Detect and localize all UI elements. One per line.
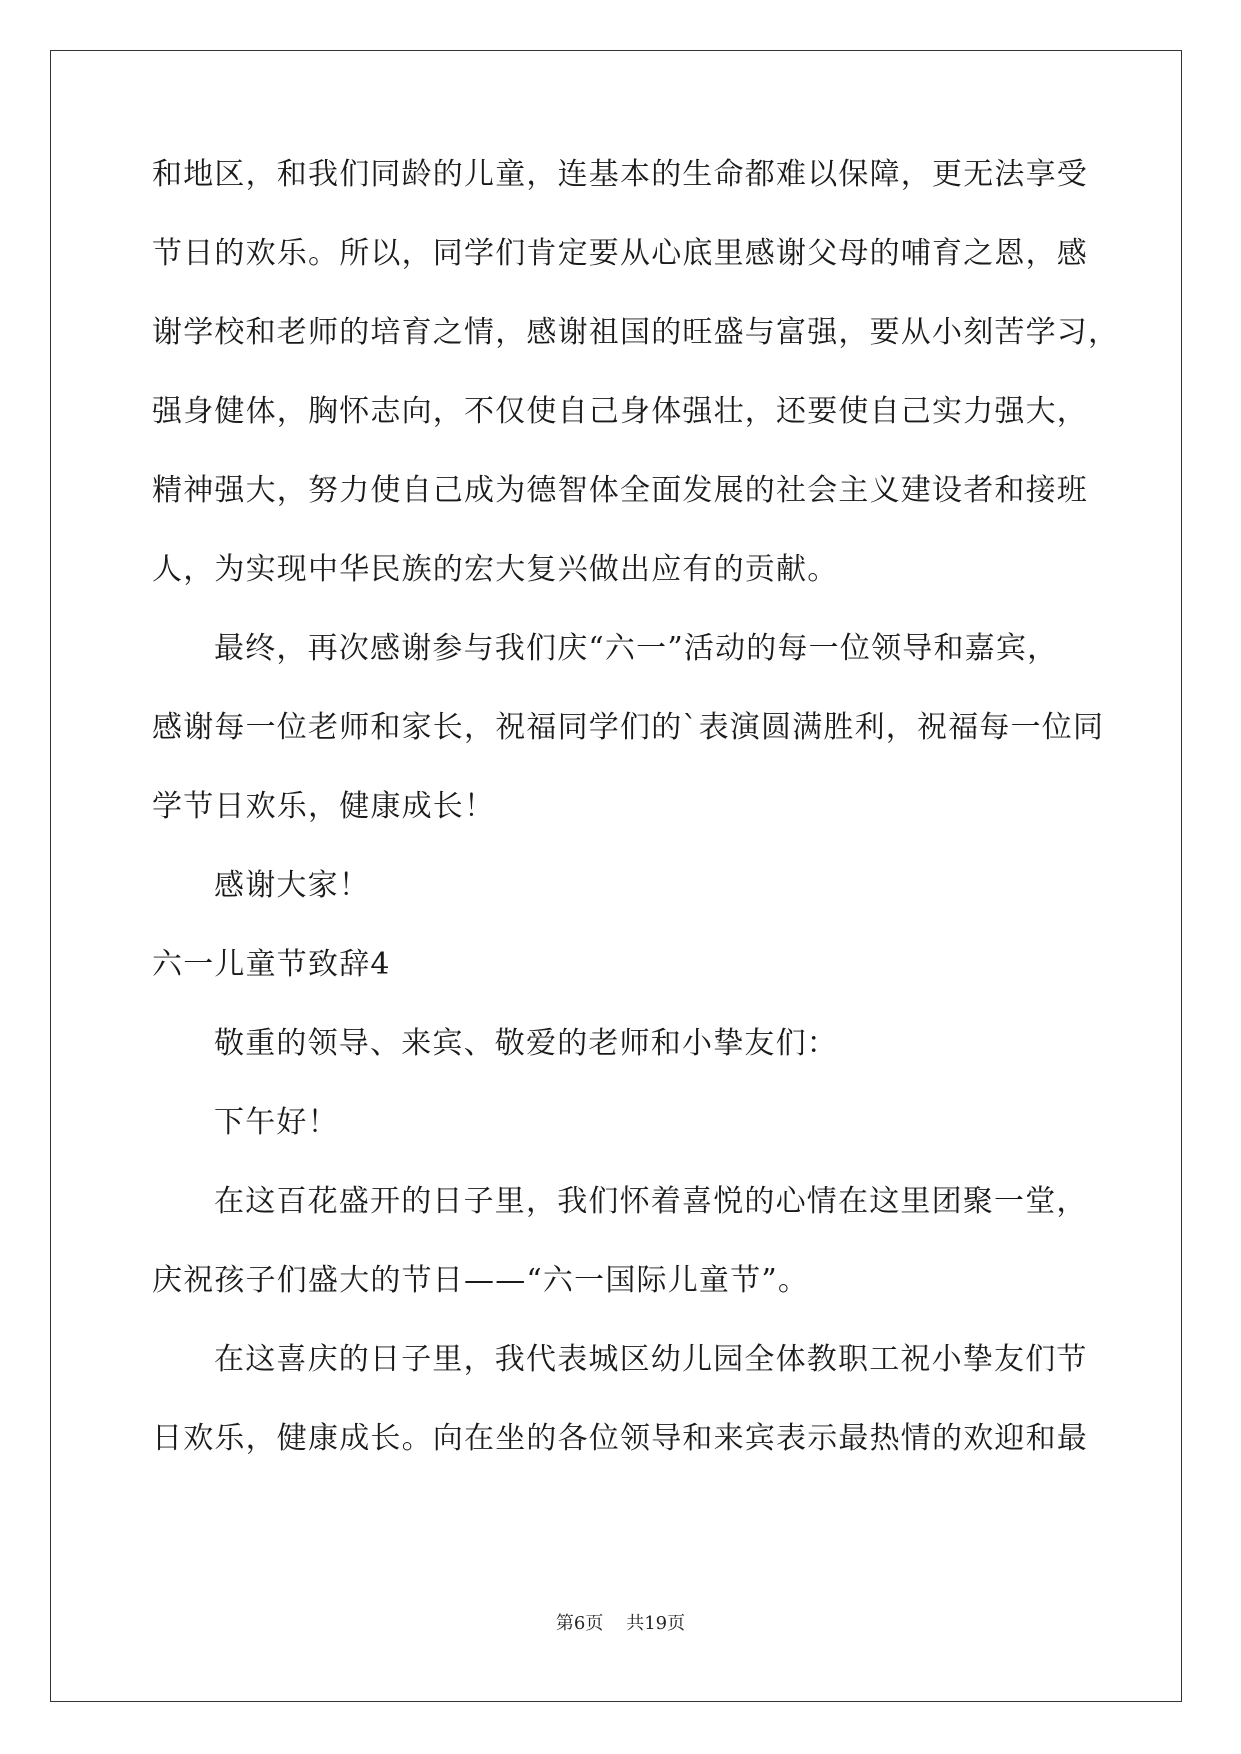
text-line: 在这百花盛开的日子里，我们怀着喜悦的心情在这里团聚一堂， bbox=[214, 1184, 1088, 1219]
text-line: 最终，再次感谢参与我们庆“六一”活动的每一位领导和嘉宾， bbox=[214, 631, 1059, 666]
text-line: 感谢大家！ bbox=[214, 868, 370, 903]
text-line: 精神强大，努力使自己成为德智体全面发展的社会主义建设者和接班 bbox=[152, 473, 1088, 508]
text-line: 人，为实现中华民族的宏大复兴做出应有的贡献。 bbox=[152, 552, 839, 587]
section-heading: 六一儿童节致辞4 bbox=[152, 947, 391, 982]
text-line: 强身健体，胸怀志向，不仅使自己身体强壮，还要使自己实力强大， bbox=[152, 394, 1088, 429]
page-number: 第6页 bbox=[555, 1613, 604, 1634]
text-line: 庆祝孩子们盛大的节日——“六一国际儿童节”。 bbox=[152, 1263, 810, 1298]
text-line: 在这喜庆的日子里，我代表城区幼儿园全体教职工祝小挚友们节 bbox=[214, 1342, 1088, 1377]
document-body bbox=[152, 155, 1120, 1458]
text-line: 感谢每一位老师和家长，祝福同学们的`表演圆满胜利，祝福每一位同 bbox=[152, 710, 1105, 745]
text-line: 和地区，和我们同龄的儿童，连基本的生命都难以保障，更无法享受 bbox=[152, 157, 1088, 192]
page-total: 共19页 bbox=[626, 1613, 686, 1634]
text-line: 日欢乐，健康成长。向在坐的各位领导和来宾表示最热情的欢迎和最 bbox=[152, 1421, 1088, 1456]
text-line: 谢学校和老师的培育之情，感谢祖国的旺盛与富强，要从小刻苦学习， bbox=[152, 315, 1120, 350]
text-line: 下午好！ bbox=[214, 1105, 339, 1140]
text-line: 敬重的领导、来宾、敬爱的老师和小挚友们： bbox=[214, 1026, 838, 1061]
text-line: 学节日欢乐，健康成长！ bbox=[152, 789, 496, 824]
text-line: 节日的欢乐。所以，同学们肯定要从心底里感谢父母的哺育之恩，感 bbox=[152, 236, 1088, 271]
page-footer bbox=[0, 1612, 1241, 1636]
